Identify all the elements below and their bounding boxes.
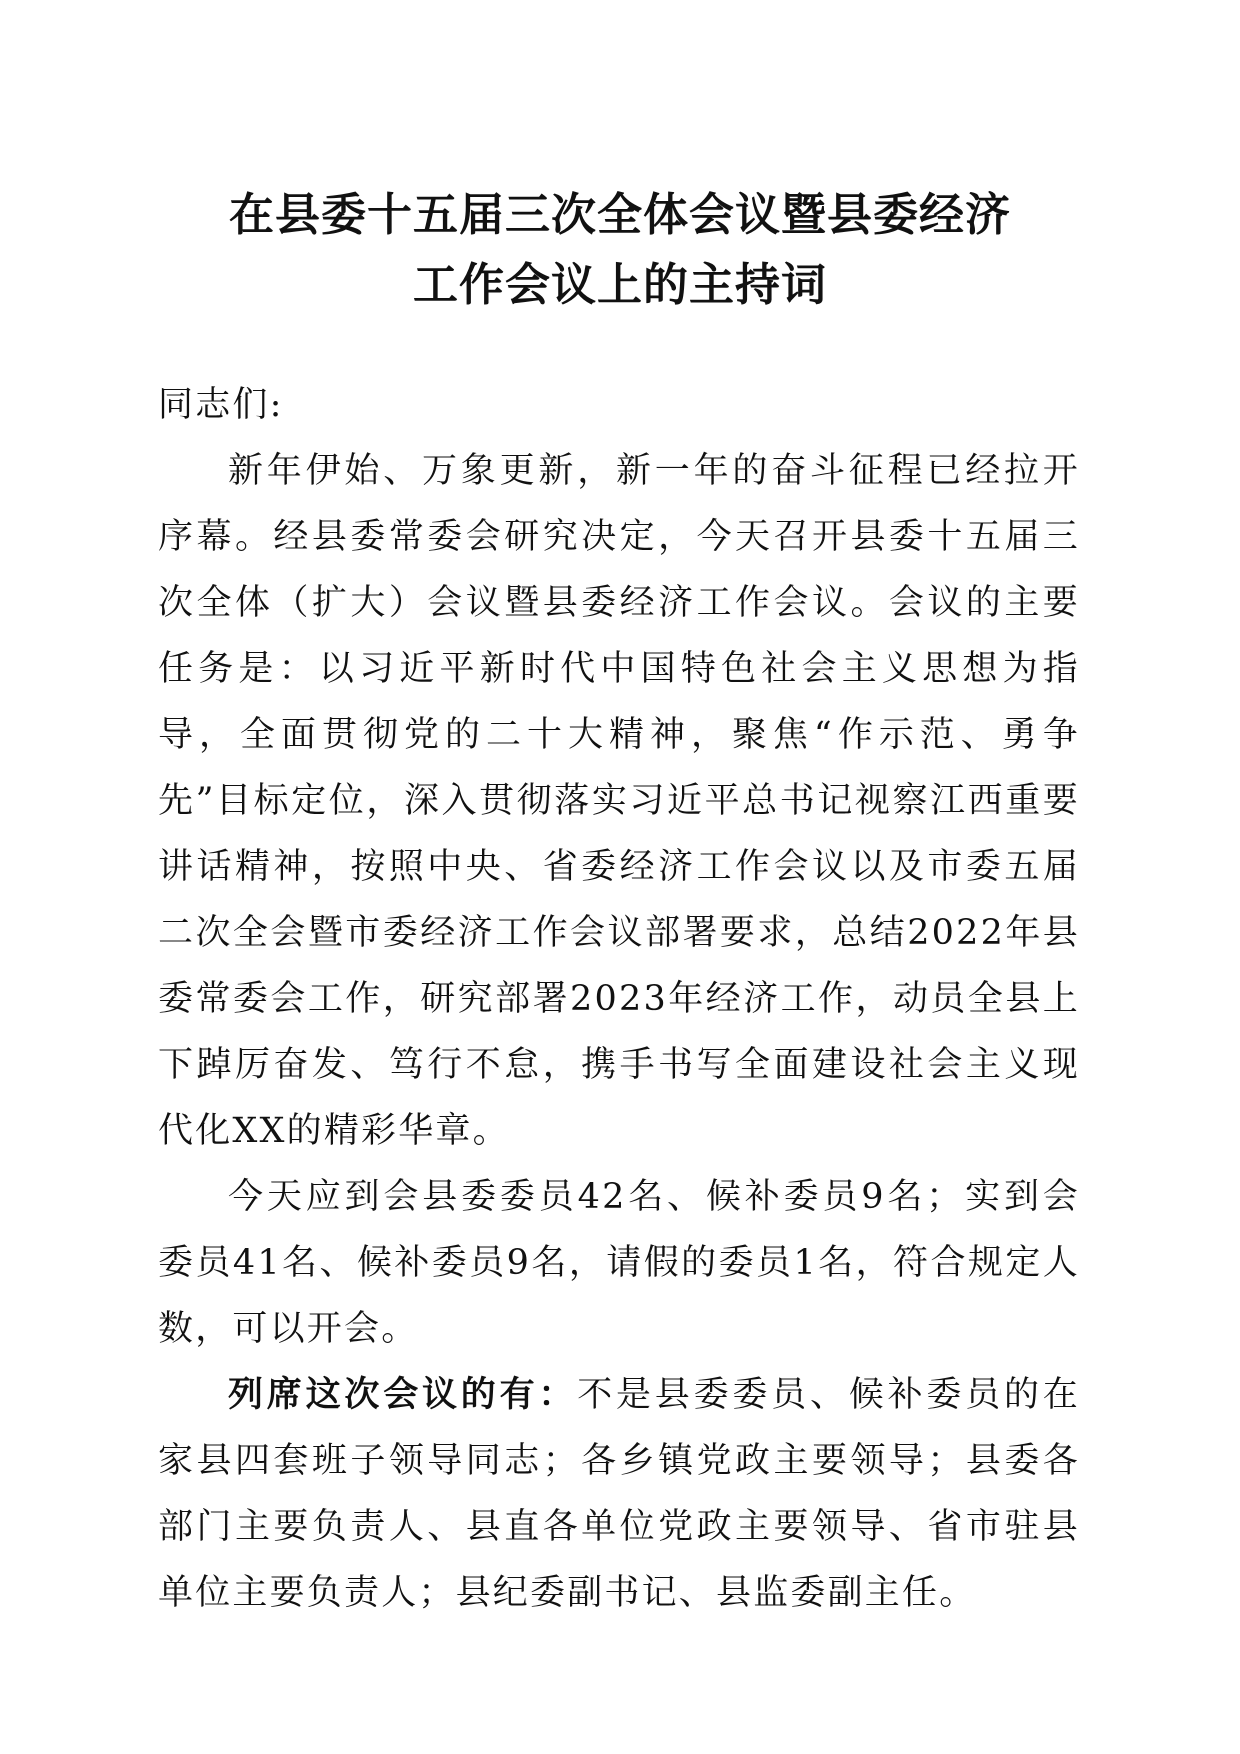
document-title-line-2: 工作会议上的主持词 bbox=[412, 258, 827, 311]
salutation: 同志们: bbox=[158, 385, 284, 425]
attendees-lead: 列席这次会议的有： bbox=[228, 1374, 578, 1415]
paragraph-attendance: 今天应到会县委委员42名、候补委员9名；实到会委员41名、候补委员9名，请假的委员1名，符合规定人数，可以开会。 bbox=[158, 1177, 1080, 1349]
attendees-list: 不是县委委员、候补委员的在家县四套班子领导同志；各乡镇党政主要领导；县委各部门主要负责人、县直各单位党政主要领导、省市驻县单位主要负责人；县纪委副书记、县监委副主任。 bbox=[158, 1375, 1080, 1613]
paragraph-intro: 新年伊始、万象更新，新一年的奋斗征程已经拉开序幕。经县委常委会研究决定，今天召开县委十五届三次全体（扩大）会议暨县委经济工作会议。会议的主要任务是：以习近平新时代中国特色社会主义思想为指导，全面贯彻党的二十大精神，聚焦“作示范、勇争先”目标定位，深入贯彻落实习近平总书记视察江西重要讲话精神，按照中央、省委经济工作会议以及市委五届二次全会暨市委经济工作会议部署要求，总结2022年县委常委会工作，研究部署2023年经济工作，动员全县上下踔厉奋发、笃行不怠，携手书写全面建设社会主义现代化XX的精彩华章。 bbox=[158, 451, 1080, 1151]
paragraph-attendees bbox=[158, 1362, 1080, 1626]
document-title-line-1: 在县委十五届三次全体会议暨县委经济 bbox=[228, 188, 1011, 241]
document-body bbox=[158, 372, 1080, 1626]
